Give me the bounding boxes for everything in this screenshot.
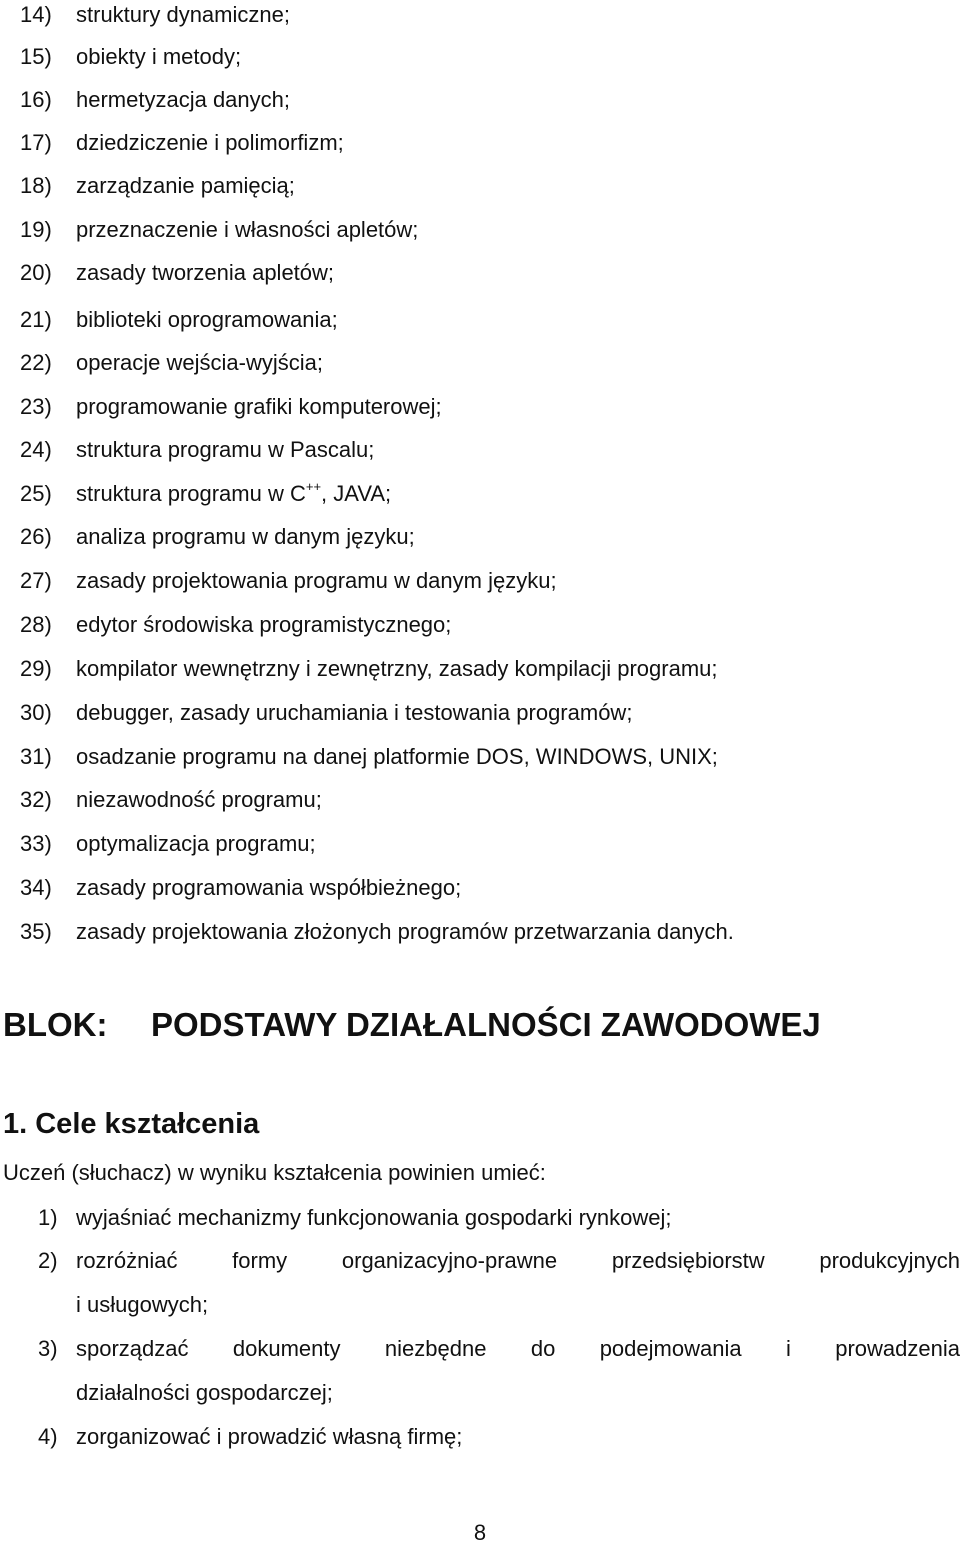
list-item-number: 17) xyxy=(20,130,52,155)
list-item-number: 21) xyxy=(20,307,52,332)
list-item-text: przeznaczenie i własności apletów; xyxy=(76,217,419,242)
list-item-number: 2) xyxy=(38,1248,58,1273)
page-number: 8 xyxy=(473,1520,487,1545)
intro-text: Uczeń (słuchacz) w wyniku kształcenia powinien umieć: xyxy=(3,1160,546,1185)
list-item-text-part: struktura programu w C xyxy=(76,481,306,506)
list-item-text: zasady projektowania programu w danym języku; xyxy=(76,568,557,593)
list-item-number: 22) xyxy=(20,350,52,375)
list-item-number: 20) xyxy=(20,260,52,285)
list-item-text: kompilator wewnętrzny i zewnętrzny, zasady kompilacji programu; xyxy=(76,656,718,681)
list-item-number: 34) xyxy=(20,875,52,900)
list-item-text: programowanie grafiki komputerowej; xyxy=(76,394,442,419)
list-item-number: 27) xyxy=(20,568,52,593)
list-item-text: operacje wejścia-wyjścia; xyxy=(76,350,323,375)
list-item-text: struktura programu w Pascalu; xyxy=(76,437,375,462)
list-item-number: 24) xyxy=(20,437,52,462)
list-item xyxy=(0,1246,960,1276)
list-item-continuation: i usługowych; xyxy=(76,1292,209,1317)
list-item-number: 31) xyxy=(20,744,52,769)
list-item-number: 32) xyxy=(20,787,52,812)
list-item-text xyxy=(76,479,391,509)
list-item-number: 26) xyxy=(20,524,52,549)
list-item-text: sporządzać dokumenty niezbędne do podejmowania i prowadzenia xyxy=(76,1336,960,1361)
list-item-number: 19) xyxy=(20,217,52,242)
list-item-text: zasady programowania współbieżnego; xyxy=(76,875,462,900)
list-item-number: 23) xyxy=(20,394,52,419)
list-item-number: 30) xyxy=(20,700,52,725)
list-item xyxy=(0,1334,960,1364)
list-item-text: analiza programu w danym języku; xyxy=(76,524,415,549)
list-item-number: 28) xyxy=(20,612,52,637)
list-item-number: 35) xyxy=(20,919,52,944)
list-item-text: zasady projektowania złożonych programów przetwarzania danych. xyxy=(76,919,734,944)
list-item-text: edytor środowiska programistycznego; xyxy=(76,612,452,637)
block-label: BLOK: xyxy=(3,1006,108,1043)
list-item-number: 4) xyxy=(38,1424,58,1449)
list-item-number: 16) xyxy=(20,87,52,112)
list-item-text: zarządzanie pamięcią; xyxy=(76,173,295,198)
list-item-text: obiekty i metody; xyxy=(76,44,242,69)
list-item-text: zasady tworzenia apletów; xyxy=(76,260,335,285)
superscript: ++ xyxy=(305,478,322,494)
list-item-text: struktury dynamiczne; xyxy=(76,2,290,27)
block-title: PODSTAWY DZIAŁALNOŚCI ZAWODOWEJ xyxy=(151,1006,821,1043)
list-item-text: dziedziczenie i polimorfizm; xyxy=(76,130,344,155)
section-title: 1. Cele kształcenia xyxy=(3,1108,260,1140)
list-item-continuation: działalności gospodarczej; xyxy=(76,1380,333,1405)
list-item-number: 15) xyxy=(20,44,52,69)
block-heading xyxy=(3,1004,821,1046)
list-item-text: niezawodność programu; xyxy=(76,787,322,812)
list-item-text: biblioteki oprogramowania; xyxy=(76,307,338,332)
list-item-text-part: , JAVA; xyxy=(321,481,392,506)
list-item-number: 29) xyxy=(20,656,52,681)
list-item-text: hermetyzacja danych; xyxy=(76,87,290,112)
list-item-number: 25) xyxy=(20,481,52,506)
list-item-number: 3) xyxy=(38,1336,58,1361)
list-item-text: optymalizacja programu; xyxy=(76,831,316,856)
list-item-number: 33) xyxy=(20,831,52,856)
list-item-text: osadzanie programu na danej platformie DOS, WINDOWS, UNIX; xyxy=(76,744,718,769)
list-item-text: debugger, zasady uruchamiania i testowania programów; xyxy=(76,700,633,725)
list-item-text: rozróżniać formy organizacyjno-prawne przedsiębiorstw produkcyjnych xyxy=(76,1248,960,1273)
list-item-number: 18) xyxy=(20,173,52,198)
list-item-number: 1) xyxy=(38,1205,58,1230)
list-item-number: 14) xyxy=(20,2,52,27)
